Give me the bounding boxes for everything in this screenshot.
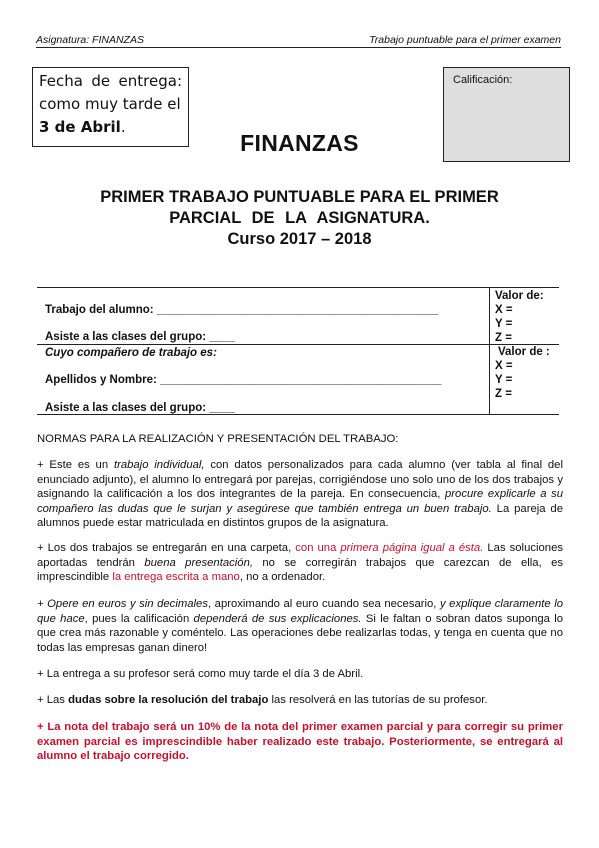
due-date-line-1: [39, 70, 188, 93]
grade-label: Calificación:: [453, 74, 513, 86]
partner-group-field[interactable]: Asiste a las clases del grupo: ____: [45, 402, 235, 414]
rule-paragraph-3: [37, 597, 563, 655]
rule6-text-a: +: [37, 721, 48, 733]
rule1-text-d: procure explicarle a su compañero las dudas que le surjan y asegúrese que también entrega un buen trabajo.: [37, 488, 563, 515]
due-date-period: .: [120, 118, 126, 136]
rule2-text-c: primera página igual a ésta.: [340, 542, 484, 554]
value-label-partner: Valor de :: [498, 346, 550, 358]
due-word-de: de: [91, 72, 111, 90]
student-group-field[interactable]: Asiste a las clases del grupo: ____: [45, 331, 235, 343]
rule2-text-g: la entrega escrita a mano: [112, 571, 240, 583]
rule-paragraph-2: [37, 541, 563, 585]
heading-line-2: PARCIAL DE LA ASIGNATURA.: [169, 209, 430, 227]
document-title: FINANZAS: [240, 130, 359, 156]
value-z-partner[interactable]: Z =: [495, 388, 512, 400]
partner-name-field[interactable]: Apellidos y Nombre: ____________________________________________: [45, 374, 442, 386]
rule6-text-b: La nota del trabajo será un 10% de la nota del primer examen parcial y para corregir su primer examen parcial es imprescindible haber realizado este trabajo. Posteriormente, se entregará al alumno el trabajo corregido.: [37, 721, 563, 762]
due-word-fecha: Fecha: [39, 72, 83, 90]
value-z-student[interactable]: Z =: [495, 332, 512, 344]
rule2-text-d: Las soluciones aportadas tendrán: [37, 542, 564, 569]
rule-paragraph-6: [37, 720, 563, 764]
rule1-text-c: con datos personalizados para cada alumno (ver tabla al final del enunciado adjunto), el alumno lo entregará por parejas, corrigiéndose uno solo uno de los dos trabajos y asignando la calificación a los dos integrantes de la pareja. En consecuencia,: [37, 459, 563, 500]
rule2-text-e: buena presentación,: [144, 556, 253, 569]
rule2-text-h: , no a ordenador.: [239, 571, 326, 583]
due-word-entrega: entrega:: [118, 72, 182, 90]
assignment-heading: [0, 187, 599, 250]
rule-paragraph-4: + La entrega a su profesor será como muy tarde el día 3 de Abril.: [37, 668, 364, 680]
partner-label: Cuyo compañero de trabajo es:: [45, 347, 217, 359]
rule3-text-e: dependerá de sus explicaciones.: [193, 612, 362, 625]
rule-paragraph-5: [37, 693, 563, 708]
rule5-text-a: + Las: [37, 694, 69, 706]
rule2-text-a: + Los dos trabajos se entregarán en una carpeta,: [37, 542, 296, 554]
heading-line-1: PRIMER TRABAJO PUNTUABLE PARA EL PRIMER: [100, 188, 499, 206]
form-bottom-rule: [37, 414, 559, 415]
student-form-top-rule: [37, 287, 559, 288]
student-work-field[interactable]: Trabajo del alumno: ____________________________________________: [45, 304, 439, 316]
value-y-student[interactable]: Y =: [495, 318, 513, 330]
due-date-value: 3 de Abril: [39, 118, 121, 136]
rule1-text-e: La pareja de alumnos puede estar matriculada en distintos grupos de la asignatura.: [37, 502, 563, 529]
rule-paragraph-1: [37, 458, 563, 531]
value-label-student: Valor de:: [495, 290, 544, 302]
form-column-divider: [489, 287, 490, 414]
rule5-text-c: las resolverá en las tutorías de su profesor.: [268, 694, 488, 706]
header-rule: [36, 47, 561, 48]
value-x-partner[interactable]: X =: [495, 360, 513, 372]
rule3-text-d: , pues la calificación: [84, 612, 194, 625]
due-date-line-2: como muy tarde el: [39, 95, 181, 113]
value-x-student[interactable]: X =: [495, 304, 513, 316]
header-assignment: Trabajo puntuable para el primer examen: [369, 34, 561, 46]
rule3-text-f: Si le faltan o sobran datos suponga lo que crea más razonable y coméntelo. Las operaciones debe realizarlas todas, y tenga en cuenta que no todas las empresas ganan dinero!: [37, 612, 564, 654]
value-y-partner[interactable]: Y =: [495, 374, 513, 386]
header-subject: Asignatura: FINANZAS: [36, 34, 144, 46]
rule3-text-a: + Opere en euros y sin decimales: [37, 598, 208, 610]
rule5-text-b: dudas sobre la resolución del trabajo: [68, 694, 269, 706]
rule2-text-f: no se corregirán trabajos que carezcan de ella, es imprescindible: [37, 556, 563, 583]
rule1-text-a: + Este es un: [37, 459, 114, 471]
heading-line-3: Curso 2017 – 2018: [227, 230, 372, 248]
form-middle-rule: [37, 344, 559, 345]
rule2-text-b: con una: [295, 542, 341, 554]
rule3-text-b: , aproximando al euro cuando sea necesario,: [207, 598, 440, 610]
rules-heading: NORMAS PARA LA REALIZACIÓN Y PRESENTACIÓN DEL TRABAJO:: [37, 433, 399, 445]
rule3-text-c: y explique claramente lo que hace: [37, 598, 563, 625]
rule1-text-b: trabajo individual,: [113, 459, 205, 471]
